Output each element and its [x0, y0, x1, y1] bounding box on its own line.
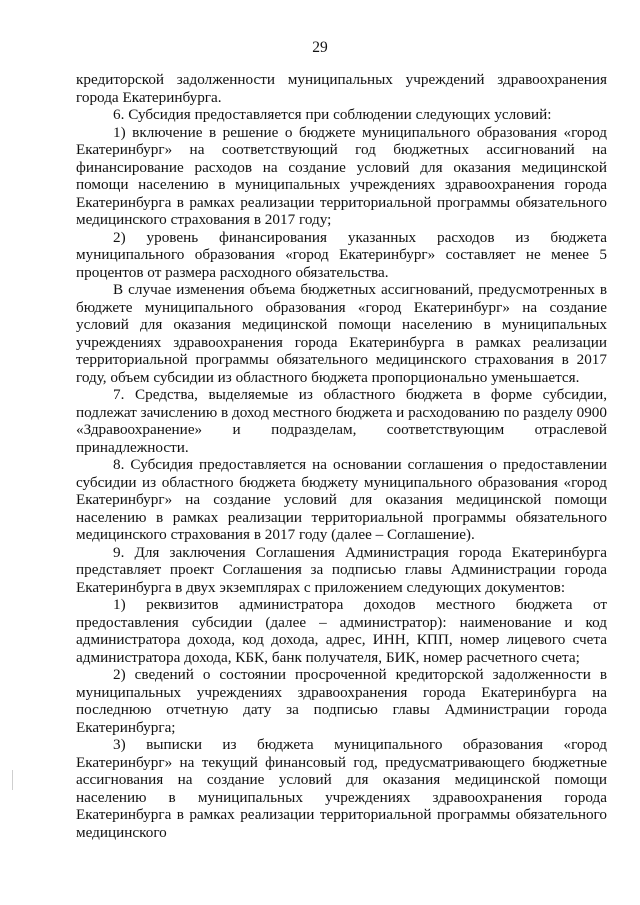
paragraph-item-8: 8. Субсидия предоставляется на основании соглашения о предоставлении субсидии из областного бюджета бюджету муниципального образования «город Екатеринбург» на создание условий для оказания медицинской помощи населению в рамках реализации территориальной программы обязательного медицинского страхования в 2017 году (далее – Соглашение). — [76, 456, 607, 543]
paragraph-budget-change: В случае изменения объема бюджетных ассигнований, предусмотренных в бюджете муниципального образования «город Екатеринбург» на создание условий для оказания медицинской помощи населению в муниципальных учреждениях здравоохранения города Екатеринбурга в рамках реализации территориальной программы обязательного медицинского страхования в 2017 году, объем субсидии из областного бюджета пропорционально уменьшается. — [76, 281, 607, 386]
paragraph-document-3: 3) выписки из бюджета муниципального образования «город Екатеринбург» на текущий финансовый год, предусматривающего бюджетные ассигнования на создание условий для оказания медицинской помощи населению в муниципальных учреждениях здравоохранения города Екатеринбурга в рамках реализации территориальной программы обязательного медицинского — [76, 736, 607, 841]
scan-margin-mark — [12, 770, 13, 790]
paragraph-document-1: 1) реквизитов администратора доходов местного бюджета от предоставления субсидии (далее – администратор): наименование и код администратора дохода, код дохода, адрес, ИНН, КПП, номер лицевого счета администратора дохода, КБК, банк получателя, БИК, номер расчетного счета; — [76, 596, 607, 666]
paragraph-item-9: 9. Для заключения Соглашения Администрация города Екатеринбурга представляет проект Соглашения за подписью главы Администрации города Екатеринбурга в двух экземплярах с приложением следующих документов: — [76, 543, 607, 596]
paragraph-continuation: кредиторской задолженности муниципальных учреждений здравоохранения города Екатеринбурга. — [76, 71, 607, 106]
document-body — [76, 71, 607, 841]
paragraph-document-2: 2) сведений о состоянии просроченной кредиторской задолженности в муниципальных учреждениях здравоохранения города Екатеринбурга на последнюю отчетную дату за подписью главы Администрации города Екатеринбурга; — [76, 666, 607, 736]
paragraph-item-7: 7. Средства, выделяемые из областного бюджета в форме субсидии, подлежат зачислению в доход местного бюджета и расходованию по разделу 0900 «Здравоохранение» и подразделам, соответствующим отраслевой принадлежности. — [76, 386, 607, 456]
paragraph-condition-1: 1) включение в решение о бюджете муниципального образования «город Екатеринбург» на соответствующий год бюджетных ассигнований на финансирование расходов на создание условий для оказания медицинской помощи населению в муниципальных учреждениях здравоохранения города Екатеринбурга в рамках реализации территориальной программы обязательного медицинского страхования в 2017 году; — [76, 123, 607, 228]
paragraph-condition-2: 2) уровень финансирования указанных расходов из бюджета муниципального образования «город Екатеринбург» составляет не менее 5 процентов от размера расходного обязательства. — [76, 228, 607, 281]
paragraph-item-6: 6. Субсидия предоставляется при соблюдении следующих условий: — [113, 106, 552, 123]
page-number: 29 — [312, 39, 328, 56]
